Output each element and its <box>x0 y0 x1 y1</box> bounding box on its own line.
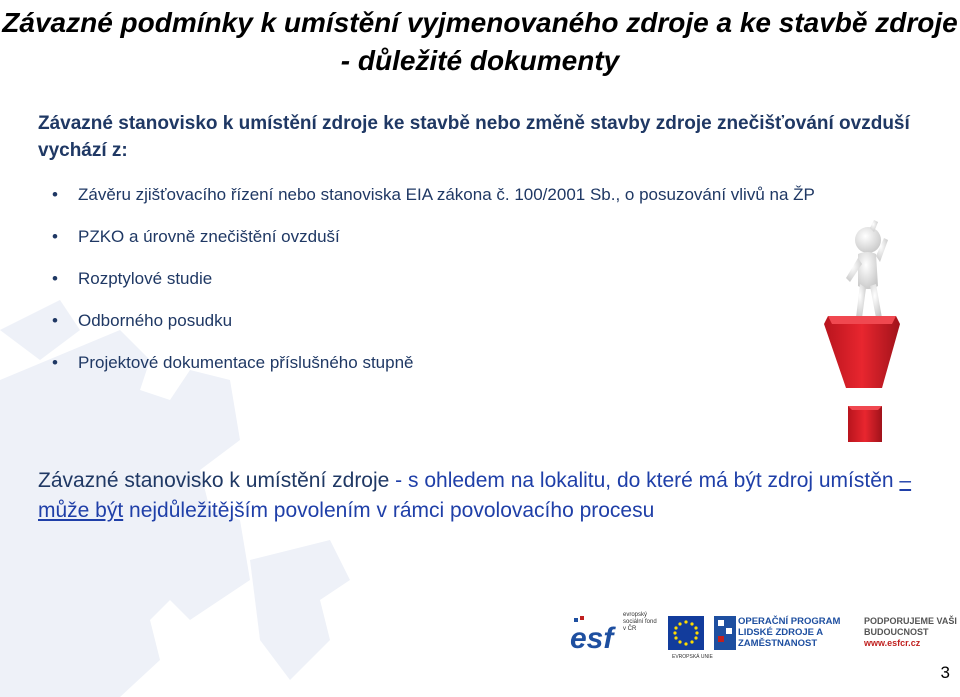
eu-caption: EVROPSKÁ UNIE <box>672 654 713 660</box>
bullet-item: • Projektové dokumentace příslušného stupně <box>52 350 942 376</box>
subheading: Závazné stanovisko k umístění zdroje ke stavbě nebo změně stavby zdroje znečišťování ovzduší vychází z: <box>38 113 910 161</box>
bullet-item: • Závěru zjišťovacího řízení nebo stanoviska EIA zákona č. 100/2001 Sb., o posuzování vlivů na ŽP <box>52 182 942 208</box>
conclusion-part-4: nejdůležitějším povolením v rámci povolovacího procesu <box>123 499 655 522</box>
bullet-item: • Odborného posudku <box>52 308 942 334</box>
slide-title: Závazné podmínky k umístění vyjmenovaného zdroje a ke stavbě zdroje - důležité dokumenty <box>2 7 958 76</box>
page-number: 3 <box>940 663 950 682</box>
podporujeme-text: PODPORUJEME VAŠI BUDOUCNOST <box>864 616 957 637</box>
bullet-item: • PZKO a úrovně znečištění ovzduší <box>52 224 942 250</box>
esfcr-url: www.esfcr.cz <box>864 638 921 648</box>
esf-caption: evropský sociální fond v ČR <box>623 612 657 632</box>
conclusion-part-3: – může být <box>38 469 912 522</box>
eu-flag-icon <box>668 616 704 650</box>
svg-text:esf: esf <box>570 622 614 655</box>
conclusion-part-2: - s ohledem na lokalitu, do které má být zdroj umístěn <box>389 469 900 492</box>
oplz-label: OPERAČNÍ PROGRAM LIDSKÉ ZDROJE A ZAMĚSTNANOST <box>738 616 841 649</box>
funding-logos <box>568 612 960 664</box>
esf-logo-icon <box>568 614 622 656</box>
oplz-emblem-icon <box>714 616 736 650</box>
conclusion-part-1: Závazné stanovisko k umístění zdroje <box>38 469 390 492</box>
bullet-item: • Rozptylové studie <box>52 266 942 292</box>
conclusion-text <box>38 466 918 526</box>
podporujeme-label <box>864 616 960 649</box>
exclamation-figure-icon <box>800 220 910 450</box>
